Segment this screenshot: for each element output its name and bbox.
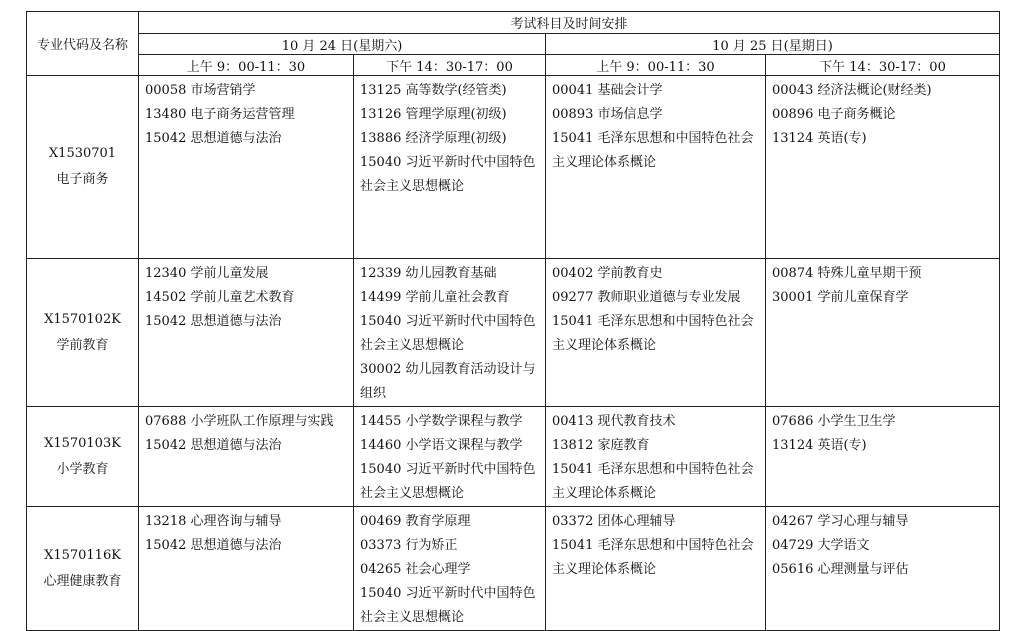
subject-line: 14455 小学数学课程与教学 [360, 414, 523, 429]
subject-line: 13126 管理学原理(初级) [360, 107, 507, 122]
subject-line: 00893 市场信息学 [552, 107, 663, 122]
subjects-cell-d2pm [766, 76, 1000, 259]
header-day1-am: 上午 9：00-11：30 [139, 55, 354, 76]
subject-line: 13124 英语(专) [772, 131, 867, 146]
subject-line: 社会主义思想概论 [360, 486, 465, 501]
subject-line: 13886 经济学原理(初级) [360, 131, 507, 146]
subject-line: 15042 思想道德与法治 [145, 538, 282, 553]
exam-schedule-table [26, 11, 1000, 631]
subject-line: 13124 英语(专) [772, 438, 867, 453]
subject-line: 15040 习近平新时代中国特色 [360, 314, 536, 329]
subject-line: 14502 学前儿童艺术教育 [145, 290, 295, 305]
subjects-cell-d2pm [766, 407, 1000, 507]
subject-line: 12340 学前儿童发展 [145, 266, 269, 281]
subject-line: 14499 学前儿童社会教育 [360, 290, 510, 305]
table-row [27, 76, 1000, 259]
subjects-cell-d1am [139, 507, 354, 631]
table-row [27, 507, 1000, 631]
subject-line: 15040 习近平新时代中国特色 [360, 586, 536, 601]
subject-line: 00058 市场营销学 [145, 83, 256, 98]
subject-line: 00413 现代教育技术 [552, 414, 676, 429]
subject-line: 09277 教师职业道德与专业发展 [552, 290, 741, 305]
major-code: X1570103K [44, 435, 121, 451]
subjects-cell-d1am [139, 407, 354, 507]
major-code: X1570116K [44, 547, 121, 563]
subject-line: 30001 学前儿童保育学 [772, 290, 909, 305]
major-cell [27, 76, 139, 259]
major-code: X1570102K [44, 311, 121, 327]
subject-line: 15041 毛泽东思想和中国特色社会 [552, 462, 754, 477]
subject-line: 15042 思想道德与法治 [145, 314, 282, 329]
subject-line: 13812 家庭教育 [552, 438, 650, 453]
subject-line: 00874 特殊儿童早期干预 [772, 266, 922, 281]
subject-line: 04729 大学语文 [772, 538, 870, 553]
subject-line: 社会主义思想概论 [360, 610, 465, 625]
subject-line: 03372 团体心理辅导 [552, 514, 676, 529]
subject-line: 00896 电子商务概论 [772, 107, 896, 122]
subject-line: 主义理论体系概论 [552, 486, 657, 501]
major-cell [27, 507, 139, 631]
header-day1: 10 月 24 日(星期六) [139, 34, 546, 55]
subject-line: 04265 社会心理学 [360, 562, 471, 577]
subject-line: 15041 毛泽东思想和中国特色社会 [552, 314, 754, 329]
subject-line: 13480 电子商务运营管理 [145, 107, 295, 122]
major-name: 电子商务 [56, 172, 109, 187]
subject-line: 组织 [360, 386, 387, 401]
subject-line: 15042 思想道德与法治 [145, 131, 282, 146]
subject-line: 03373 行为矫正 [360, 538, 458, 553]
subjects-cell-d1am [139, 76, 354, 259]
header-day2-pm: 下午 14：30-17：00 [766, 55, 1000, 76]
subjects-cell-d1pm [354, 407, 546, 507]
subject-line: 社会主义思想概论 [360, 179, 465, 194]
subject-line: 05616 心理测量与评估 [772, 562, 909, 577]
subject-line: 12339 幼儿园教育基础 [360, 266, 497, 281]
subject-line: 14460 小学语文课程与教学 [360, 438, 523, 453]
subjects-cell-d2am [546, 407, 766, 507]
subject-line: 15041 毛泽东思想和中国特色社会 [552, 538, 754, 553]
table-row [27, 259, 1000, 407]
subject-line: 主义理论体系概论 [552, 338, 657, 353]
subjects-cell-d2pm [766, 259, 1000, 407]
subjects-cell-d2pm [766, 507, 1000, 631]
subject-line: 15040 习近平新时代中国特色 [360, 155, 536, 170]
header-schedule: 考试科目及时间安排 [139, 12, 1000, 34]
subject-line: 主义理论体系概论 [552, 155, 657, 170]
subject-line: 07688 小学班队工作原理与实践 [145, 414, 334, 429]
subject-line: 13218 心理咨询与辅导 [145, 514, 282, 529]
subjects-cell-d1pm [354, 507, 546, 631]
major-cell [27, 407, 139, 507]
major-name: 学前教育 [56, 337, 109, 353]
subject-line: 00043 经济法概论(财经类) [772, 83, 932, 98]
subject-line: 00402 学前教育史 [552, 266, 663, 281]
subject-line: 04267 学习心理与辅导 [772, 514, 909, 529]
subjects-cell-d2am [546, 507, 766, 631]
subject-line: 15041 毛泽东思想和中国特色社会 [552, 131, 754, 146]
subject-line: 社会主义思想概论 [360, 338, 465, 353]
subjects-cell-d1pm [354, 76, 546, 259]
header-major: 专业代码及名称 [27, 12, 139, 76]
major-name: 小学教育 [56, 461, 109, 477]
subjects-cell-d2am [546, 259, 766, 407]
header-day1-pm: 下午 14：30-17：00 [354, 55, 546, 76]
major-cell [27, 259, 139, 407]
table-row [27, 407, 1000, 507]
subject-line: 00469 教育学原理 [360, 514, 471, 529]
header-day2: 10 月 25 日(星期日) [546, 34, 1000, 55]
subject-line: 15040 习近平新时代中国特色 [360, 462, 536, 477]
subject-line: 13125 高等数学(经管类) [360, 83, 507, 98]
subject-line: 30002 幼儿园教育活动设计与 [360, 362, 536, 377]
subject-line: 主义理论体系概论 [552, 562, 657, 577]
subject-line: 07686 小学生卫生学 [772, 414, 896, 429]
header-day2-am: 上午 9：00-11：30 [546, 55, 766, 76]
major-code: X1530701 [48, 146, 117, 161]
subjects-cell-d1am [139, 259, 354, 407]
major-name: 心理健康教育 [43, 573, 122, 589]
subject-line: 00041 基础会计学 [552, 83, 663, 98]
subjects-cell-d1pm [354, 259, 546, 407]
subjects-cell-d2am [546, 76, 766, 259]
subject-line: 15042 思想道德与法治 [145, 438, 282, 453]
